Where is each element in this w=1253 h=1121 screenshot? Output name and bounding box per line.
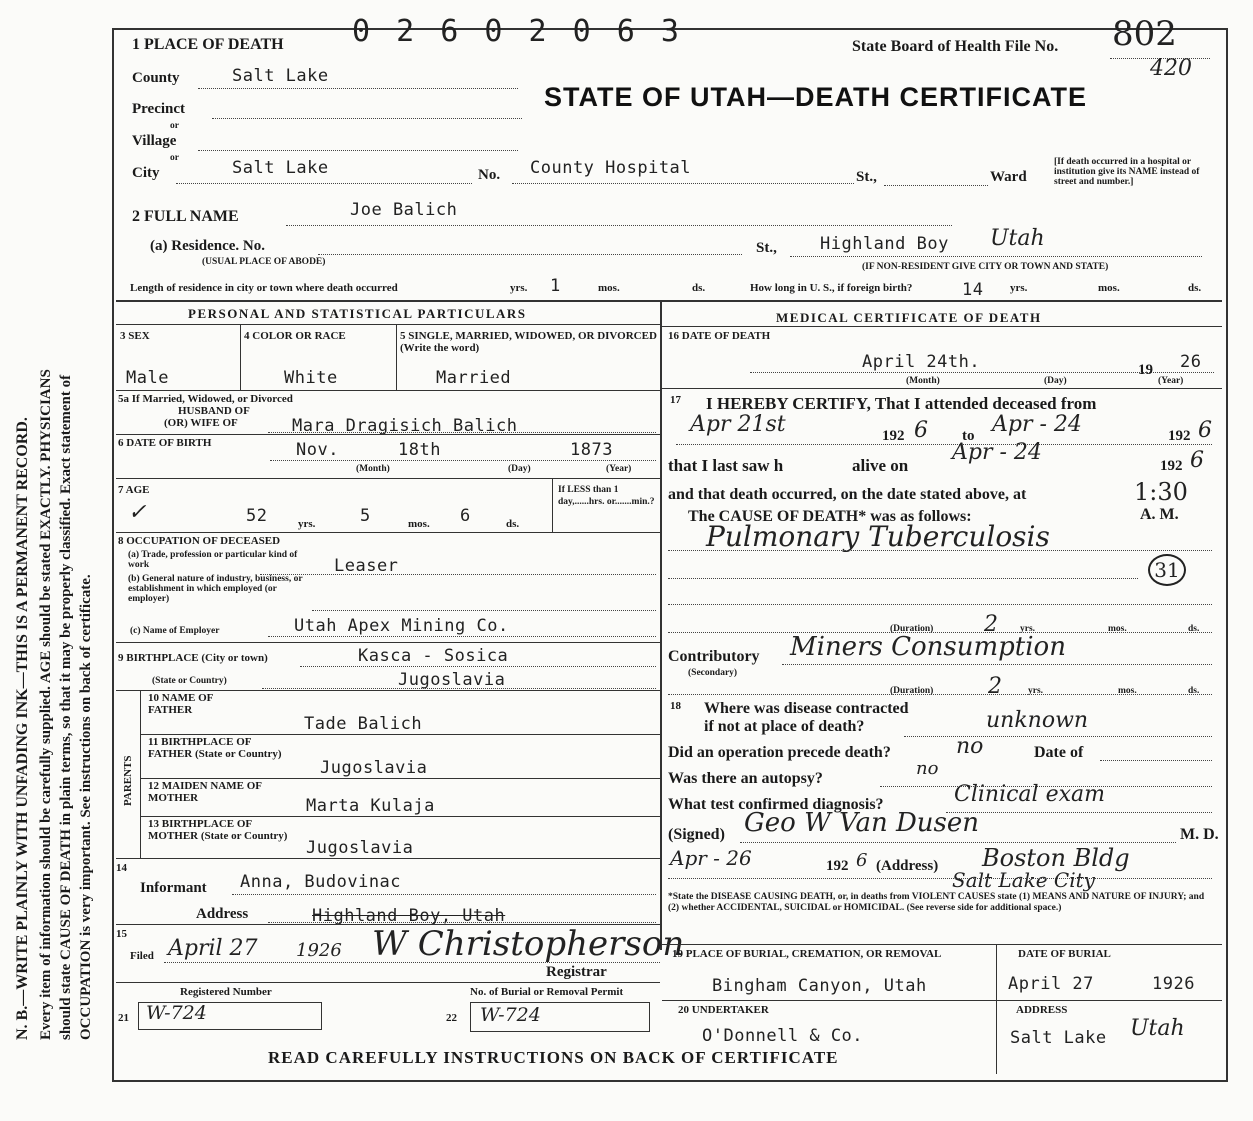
precinct-label: Precinct bbox=[132, 101, 186, 117]
duration-ds-label-2: ds. bbox=[1188, 686, 1200, 696]
age-months: 5 bbox=[360, 506, 371, 526]
marital-value: Married bbox=[436, 368, 512, 388]
last-saw-year: 192 bbox=[1160, 458, 1183, 474]
age-check: ✓ bbox=[128, 500, 147, 525]
occupation-b-label: (b) General nature of industry, business, or establishment in which employed (or employer) bbox=[128, 574, 303, 604]
full-name-value: Joe Balich bbox=[350, 200, 458, 220]
last-saw-date: Apr - 24 bbox=[952, 440, 1042, 465]
duration-2: 2 bbox=[988, 674, 1002, 699]
mos-label: mos. bbox=[598, 282, 620, 294]
occupation-value: Leaser bbox=[334, 556, 399, 576]
attended-from: Apr 21st bbox=[690, 412, 786, 437]
registered-number: W-724 bbox=[146, 1002, 207, 1024]
dob-day-label: (Day) bbox=[508, 464, 531, 474]
dob-month-label: (Month) bbox=[356, 464, 390, 474]
burial-permit-label: No. of Burial or Removal Permit bbox=[470, 986, 624, 998]
yrs-label: yrs. bbox=[510, 282, 528, 294]
file-number-secondary: 420 bbox=[1150, 56, 1192, 81]
medical-section-title: MEDICAL CERTIFICATE OF DEATH bbox=[776, 310, 1042, 325]
to-label: to bbox=[962, 428, 975, 444]
city-value: Salt Lake bbox=[232, 158, 329, 178]
st-label: St., bbox=[856, 169, 877, 185]
to-year: 192 bbox=[1168, 428, 1191, 444]
filed-number: 15 bbox=[116, 928, 127, 940]
contributory-cause: Miners Consumption bbox=[790, 632, 1066, 662]
alive-on-label: alive on bbox=[852, 456, 909, 475]
informant-address: Highland Boy, Utah bbox=[312, 906, 506, 926]
to-year-hw: 6 bbox=[1198, 418, 1212, 443]
last-saw-label: that I last saw h bbox=[668, 456, 784, 475]
mother-birthplace: Jugoslavia bbox=[306, 838, 414, 858]
race-value: White bbox=[284, 368, 338, 388]
burial-date-label: DATE OF BURIAL bbox=[1018, 948, 1111, 960]
race-label: 4 COLOR OR RACE bbox=[244, 330, 346, 342]
employer-label: (c) Name of Employer bbox=[130, 626, 220, 636]
ward-note: [If death occurred in a hospital or institution give its NAME instead of street and number.] bbox=[1054, 157, 1200, 187]
side-note-3: should state CAUSE OF DEATH in plain terms, so that it may be properly classified. Exact statement of bbox=[58, 374, 74, 1040]
residence-state: Utah bbox=[990, 226, 1045, 251]
marital-label: 5 SINGLE, MARRIED, WIDOWED, OR DIVORCED (Write the word) bbox=[400, 330, 657, 354]
dob-label: 6 DATE OF BIRTH bbox=[118, 437, 212, 449]
less-than-label: If LESS than 1 day,......hrs. or.......min.? bbox=[558, 485, 655, 507]
death-day-label: (Day) bbox=[1044, 376, 1067, 386]
age-years: 52 bbox=[246, 506, 268, 526]
father-value: Tade Balich bbox=[304, 714, 423, 734]
registered-number-index: 21 bbox=[118, 1012, 129, 1024]
burial-permit-index: 22 bbox=[446, 1012, 457, 1024]
no-label: No. bbox=[478, 167, 501, 183]
death-year-label: (Year) bbox=[1158, 376, 1184, 386]
side-note-2: Every item of information should be carefully supplied. AGE should be stated EXACTLY. PHYSICIANS bbox=[38, 369, 54, 1040]
ward-label: Ward bbox=[990, 169, 1027, 185]
birthplace-label: 9 BIRTHPLACE (City or town) bbox=[118, 652, 268, 664]
duration-mos-label-1: mos. bbox=[1108, 624, 1127, 634]
residence-sub: (USUAL PLACE OF ABODE) bbox=[202, 257, 326, 267]
age-mos-label: mos. bbox=[408, 518, 430, 530]
ds-label: ds. bbox=[692, 282, 706, 294]
county-label: County bbox=[132, 70, 180, 86]
informant-number: 14 bbox=[116, 862, 127, 874]
last-saw-year-hw: 6 bbox=[1190, 448, 1204, 473]
spouse-label-3: (OR) WIFE OF bbox=[164, 417, 238, 429]
burial-place: Bingham Canyon, Utah bbox=[712, 976, 927, 996]
operation-label: Did an operation precede death? bbox=[668, 744, 891, 761]
dob-year: 1873 bbox=[570, 440, 613, 460]
test-label: What test confirmed diagnosis? bbox=[668, 796, 884, 813]
us-mos-label: mos. bbox=[1098, 282, 1120, 294]
informant-address-label: Address bbox=[196, 906, 249, 922]
duration-ds-label-1: ds. bbox=[1188, 624, 1200, 634]
filed-year: 1926 bbox=[296, 940, 342, 961]
place-of-death-label: 1 PLACE OF DEATH bbox=[132, 36, 284, 53]
registrar-label: Registrar bbox=[546, 964, 607, 980]
dob-year-label: (Year) bbox=[606, 464, 632, 474]
address-label: (Address) bbox=[876, 858, 939, 874]
attended-to: Apr - 24 bbox=[992, 412, 1082, 437]
from-year: 192 bbox=[882, 428, 905, 444]
side-note-1: N. B.—WRITE PLAINLY WITH UNFADING INK—THIS IS A PERMANENT RECORD. bbox=[14, 417, 31, 1040]
serial-number: 0 2 6 0 2 0 6 3 bbox=[352, 14, 683, 49]
file-number-label: State Board of Health File No. bbox=[852, 38, 1059, 55]
residence-st-label: St., bbox=[756, 240, 777, 256]
length-residence-label: Length of residence in city or town where death occurred bbox=[130, 282, 398, 294]
test-value: Clinical exam bbox=[954, 782, 1105, 807]
place-no-value: County Hospital bbox=[530, 158, 692, 178]
certify-number: 17 bbox=[670, 394, 681, 406]
burial-date: April 27 bbox=[1008, 974, 1094, 994]
undertaker-value: O'Donnell & Co. bbox=[702, 1026, 864, 1046]
cause-label: The CAUSE OF DEATH* was as follows: bbox=[688, 508, 972, 525]
date-of-death-label: 16 DATE OF DEATH bbox=[668, 330, 771, 342]
or-2: or bbox=[170, 153, 179, 163]
contracted-label-2: if not at place of death? bbox=[704, 718, 865, 735]
occupation-a-label: (a) Trade, profession or particular kind of work bbox=[128, 550, 298, 570]
us-yrs-label: yrs. bbox=[1010, 282, 1028, 294]
signed-label: (Signed) bbox=[668, 826, 725, 843]
residence-label: (a) Residence. No. bbox=[150, 238, 265, 254]
occupation-label: 8 OCCUPATION OF DECEASED bbox=[118, 535, 281, 547]
operation-value: no bbox=[956, 734, 984, 759]
residence-years: 1 bbox=[550, 276, 561, 296]
undertaker-label: 20 UNDERTAKER bbox=[678, 1004, 769, 1016]
autopsy-label: Was there an autopsy? bbox=[668, 770, 823, 787]
informant-label: Informant bbox=[140, 880, 207, 896]
date-of-death: April 24th. bbox=[862, 352, 981, 372]
registered-number-label: Registered Number bbox=[180, 986, 272, 998]
duration-label-1: (Duration) bbox=[890, 624, 934, 634]
undertaker-state: Utah bbox=[1130, 1016, 1185, 1041]
residence-value: Highland Boy bbox=[820, 234, 949, 254]
father-birthplace: Jugoslavia bbox=[320, 758, 428, 778]
sex-label: 3 SEX bbox=[120, 330, 150, 342]
certify-text: I HEREBY CERTIFY, That I attended deceased from bbox=[706, 394, 1097, 413]
dob-day: 18th bbox=[398, 440, 441, 460]
mother-birthplace-label: 13 BIRTHPLACE OF MOTHER (State or Country) bbox=[148, 818, 288, 842]
spouse-value: Mara Dragisich Balich bbox=[292, 416, 518, 436]
footer-instructions: READ CAREFULLY INSTRUCTIONS ON BACK OF CERTIFICATE bbox=[268, 1048, 839, 1067]
contracted-number: 18 bbox=[670, 700, 681, 712]
physician-address-2: Salt Lake City bbox=[952, 868, 1095, 892]
duration-mos-label-2: mos. bbox=[1118, 686, 1137, 696]
death-year: 26 bbox=[1180, 352, 1202, 372]
personal-section-title: PERSONAL AND STATISTICAL PARTICULARS bbox=[188, 306, 527, 321]
burial-place-label: 19 PLACE OF BURIAL, CREMATION, OR REMOVAL bbox=[672, 948, 942, 960]
dob-month: Nov. bbox=[296, 440, 339, 460]
sex-value: Male bbox=[126, 368, 169, 388]
father-birthplace-label: 11 BIRTHPLACE OF FATHER (State or Country) bbox=[148, 736, 282, 760]
physician-address-1: Boston Bldg bbox=[982, 844, 1130, 872]
birthplace-city: Kasca - Sosica bbox=[358, 646, 509, 666]
secondary-label: (Secondary) bbox=[688, 668, 738, 678]
burial-year: 1926 bbox=[1152, 974, 1195, 994]
father-label: 10 NAME OF FATHER bbox=[148, 692, 213, 716]
us-ds-label: ds. bbox=[1188, 282, 1202, 294]
employer-value: Utah Apex Mining Co. bbox=[294, 616, 509, 636]
age-ds-label: ds. bbox=[506, 518, 520, 530]
birthplace-state-label: (State or Country) bbox=[152, 676, 227, 686]
am-pm: A. M. bbox=[1140, 506, 1179, 523]
county-value: Salt Lake bbox=[232, 66, 329, 86]
physician-signature: Geo W Van Dusen bbox=[744, 808, 980, 838]
informant-value: Anna, Budovinac bbox=[240, 872, 402, 892]
birthplace-country: Jugoslavia bbox=[398, 670, 506, 690]
age-label: 7 AGE bbox=[118, 484, 150, 496]
side-note-4: OCCUPATION is very important. See instructions on back of certificate. bbox=[78, 574, 94, 1040]
filed-date: April 27 bbox=[168, 936, 258, 961]
spouse-label-2: HUSBAND OF bbox=[178, 405, 250, 417]
md-label: M. D. bbox=[1180, 826, 1219, 843]
duration-1: 2 bbox=[984, 612, 998, 637]
us-years: 14 bbox=[962, 280, 984, 300]
cause-footnote: *State the DISEASE CAUSING DEATH, or, in deaths from VIOLENT CAUSES state (1) MEANS AND NATURE OF INJURY; and (2) whether ACCIDENTAL, SUICIDAL or HOMICIDAL. (See reverse side for additional space.) bbox=[668, 892, 1205, 913]
mother-value: Marta Kulaja bbox=[306, 796, 435, 816]
full-name-label: 2 FULL NAME bbox=[132, 208, 239, 225]
non-resident-note: (IF NON-RESIDENT GIVE CITY OR TOWN AND STATE) bbox=[862, 262, 1109, 272]
age-days: 6 bbox=[460, 506, 471, 526]
from-year-hw: 6 bbox=[914, 418, 928, 443]
mother-label: 12 MAIDEN NAME OF MOTHER bbox=[148, 780, 262, 804]
contributory-label: Contributory bbox=[668, 648, 760, 665]
signed-date: Apr - 26 bbox=[670, 846, 752, 870]
age-yrs-label: yrs. bbox=[298, 518, 316, 530]
date-of-label: Date of bbox=[1034, 744, 1084, 761]
or-1: or bbox=[170, 121, 179, 131]
us-label: How long in U. S., if foreign birth? bbox=[750, 282, 913, 294]
contracted-label: Where was disease contracted bbox=[704, 700, 909, 717]
autopsy-value: no bbox=[916, 758, 939, 779]
death-year-prefix: 19 bbox=[1138, 362, 1153, 378]
duration-label-2: (Duration) bbox=[890, 686, 934, 696]
spouse-label-1: 5a If Married, Widowed, or Divorced bbox=[118, 393, 293, 405]
cause-of-death: Pulmonary Tuberculosis bbox=[706, 520, 1050, 553]
city-label: City bbox=[132, 165, 160, 181]
registrar-signature: W Christopherson bbox=[372, 924, 685, 964]
contracted-value: unknown bbox=[986, 708, 1089, 733]
undertaker-address-label: ADDRESS bbox=[1016, 1004, 1068, 1016]
signed-year-hw: 6 bbox=[856, 850, 868, 871]
burial-permit: W-724 bbox=[480, 1004, 541, 1026]
signed-year: 192 bbox=[826, 858, 849, 874]
cause-code: 31 bbox=[1148, 554, 1186, 586]
undertaker-address: Salt Lake bbox=[1010, 1028, 1107, 1048]
village-label: Village bbox=[132, 133, 177, 149]
death-time: 1:30 bbox=[1134, 478, 1188, 506]
death-month-label: (Month) bbox=[906, 376, 940, 386]
parents-label: PARENTS bbox=[122, 755, 134, 806]
filed-label: Filed bbox=[130, 950, 154, 962]
duration-yrs-label-2: yrs. bbox=[1028, 686, 1044, 696]
duration-yrs-label-1: yrs. bbox=[1020, 624, 1036, 634]
occurred-text: and that death occurred, on the date stated above, at bbox=[668, 486, 1027, 503]
certificate-title: STATE OF UTAH—DEATH CERTIFICATE bbox=[544, 82, 1087, 112]
file-number: 802 bbox=[1112, 14, 1177, 54]
